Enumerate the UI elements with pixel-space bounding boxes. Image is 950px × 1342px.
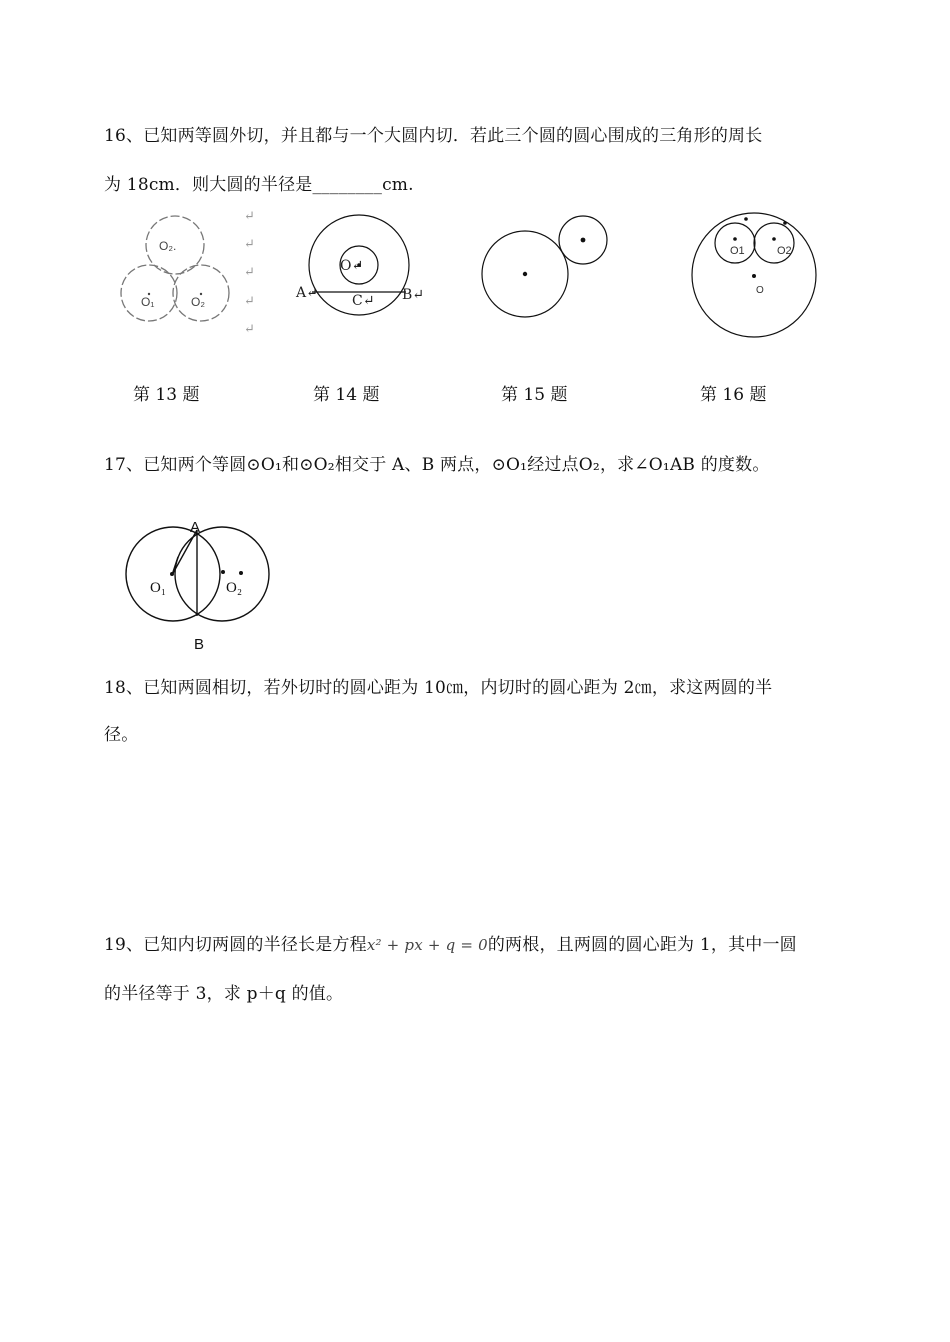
q19-equation: x² + px + q = 0 — [366, 936, 488, 954]
fig17-label-a: A — [190, 519, 201, 536]
fig13-label-o2-top: O₂. — [159, 239, 177, 253]
return-mark-2: ↵ — [244, 237, 255, 252]
figure-16 — [688, 212, 823, 342]
fig16-label-o1: O1 — [730, 245, 745, 257]
q19-prefix: 19、已知内切两圆的半径长是方程 — [104, 935, 367, 955]
fig14-label-c: C↵ — [352, 293, 375, 309]
figure-17 — [120, 518, 280, 658]
fig17-label-b: B — [194, 636, 205, 653]
fig14-label-b: B↵ — [402, 287, 425, 303]
caption-14: 第 14 题 — [313, 385, 380, 405]
return-mark-4: ↵ — [244, 294, 255, 309]
q19-line1 — [104, 930, 797, 955]
figure-13 — [115, 214, 235, 329]
caption-16: 第 16 题 — [700, 385, 767, 405]
figure-15 — [475, 212, 615, 322]
figure-14 — [290, 212, 440, 322]
fig17-circle-o2 — [175, 527, 269, 621]
fig16-label-o: O — [756, 285, 764, 296]
fig17-segment-o1a — [172, 530, 197, 575]
return-mark-3: ↵ — [244, 265, 255, 280]
q18-line1: 18、已知两圆相切，若外切时的圆心距为 10㎝，内切时的圆心距为 2㎝，求这两圆的半 — [104, 678, 773, 698]
return-mark-5: ↵ — [244, 322, 255, 337]
caption-15: 第 15 题 — [501, 385, 568, 405]
q17-text: 17、已知两个等圆⊙O₁和⊙O₂相交于 A、B 两点，⊙O₁经过点O₂，求∠O₁AB 的度数。 — [104, 455, 770, 475]
q16-line2: 为 18cm．则大圆的半径是________cm. — [104, 175, 414, 195]
fig16-label-o2: O2 — [777, 245, 792, 257]
caption-13: 第 13 题 — [133, 385, 200, 405]
fig13-label-o2: O₂ — [191, 295, 205, 309]
q19-line2: 的半径等于 3，求 p＋q 的值。 — [104, 984, 344, 1004]
fig14-label-a: A↵ — [296, 285, 318, 301]
fig16-circle-o2 — [754, 223, 794, 263]
return-mark-1: ↵ — [244, 209, 255, 224]
fig13-label-o1: O₁ — [141, 295, 155, 309]
fig17-label-o2: O₂ — [226, 580, 243, 596]
fig14-label-o: O↵ — [340, 258, 364, 274]
q19-suffix: 的两根，且两圆的圆心距为 1，其中一圆 — [487, 935, 797, 955]
q16-line1: 16、已知两等圆外切，并且都与一个大圆内切．若此三个圆的圆心围成的三角形的周长 — [104, 126, 763, 146]
fig16-circle-o1 — [715, 223, 755, 263]
fig17-label-o1: O₁ — [150, 580, 167, 596]
q18-line2: 径。 — [104, 725, 139, 745]
